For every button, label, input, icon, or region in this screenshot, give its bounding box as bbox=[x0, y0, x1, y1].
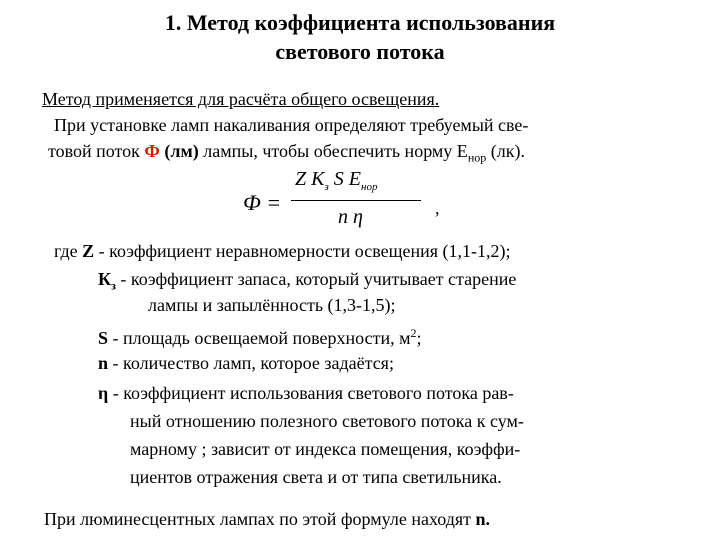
def-z bbox=[54, 240, 510, 262]
formula-denominator: n η bbox=[338, 206, 363, 228]
intro-line-2: При установке ламп накаливания определяют требуемый све- bbox=[54, 115, 529, 135]
def-k-subscript: з bbox=[111, 278, 116, 293]
intro-line-3 bbox=[48, 140, 525, 169]
def-k-text: - коэффициент запаса, который учитывает старение bbox=[115, 269, 517, 289]
footer-note bbox=[44, 508, 490, 530]
def-s bbox=[98, 322, 422, 349]
formula-numerator bbox=[295, 168, 377, 193]
slide-title bbox=[0, 8, 720, 66]
intro-text-3: (лк). bbox=[486, 141, 525, 161]
title-line-1: 1. Метод коэффициента использования bbox=[164, 10, 556, 35]
formula-lhs: Ф = bbox=[243, 190, 282, 215]
def-eta-line-4: циентов отражения света и от типа светильника. bbox=[130, 467, 502, 487]
def-k-symbol: К bbox=[98, 269, 112, 289]
def-eta-line-2: ный отношению полезного светового потока к сум- bbox=[130, 411, 524, 431]
title-line-2: светового потока bbox=[275, 39, 445, 64]
numerator-sub-z: з bbox=[324, 181, 329, 193]
def-z-prefix: где bbox=[54, 241, 83, 261]
def-k bbox=[98, 268, 516, 297]
footer-bold: n. bbox=[475, 509, 491, 529]
fraction-bar bbox=[291, 200, 421, 201]
def-eta-line-3: марному ; зависит от индекса помещения, коэффи- bbox=[130, 439, 521, 459]
def-z-symbol: Z bbox=[82, 241, 95, 261]
def-s-symbol: S bbox=[98, 328, 109, 348]
def-s-superscript: 2 bbox=[410, 326, 417, 340]
flux-symbol: Ф bbox=[144, 141, 160, 161]
formula-comma: , bbox=[435, 198, 440, 218]
flux-unit: (лм) bbox=[159, 141, 199, 161]
def-z-text: - коэффициент неравномерности освещения (1,1-1,2); bbox=[94, 241, 511, 261]
def-k-line-2: лампы и запылённость (1,3-1,5); bbox=[148, 295, 396, 315]
def-eta bbox=[98, 382, 514, 404]
numerator-sub-nor: нор bbox=[360, 181, 378, 193]
def-n-text: - количество ламп, которое задаётся; bbox=[108, 353, 394, 373]
norm-subscript: нор bbox=[467, 150, 487, 165]
numerator-se: S E bbox=[328, 168, 361, 190]
def-n-symbol: n bbox=[98, 353, 109, 373]
flux-formula bbox=[243, 168, 453, 238]
intro-text: товой поток bbox=[48, 141, 145, 161]
intro-line-1: Метод применяется для расчёта общего освещения. bbox=[42, 89, 440, 109]
footer-text: При люминесцентных лампах по этой формуле находят bbox=[44, 509, 476, 529]
def-s-end: ; bbox=[416, 328, 422, 348]
intro-text-2: лампы, чтобы обеспечить норму Е bbox=[198, 141, 468, 161]
def-eta-symbol: η bbox=[98, 383, 109, 403]
def-n bbox=[98, 352, 394, 374]
def-eta-text: - коэффициент использования светового потока рав- bbox=[108, 383, 514, 403]
def-s-text: - площадь освещаемой поверхности, м bbox=[108, 328, 411, 348]
numerator-zk: Z K bbox=[295, 168, 325, 190]
